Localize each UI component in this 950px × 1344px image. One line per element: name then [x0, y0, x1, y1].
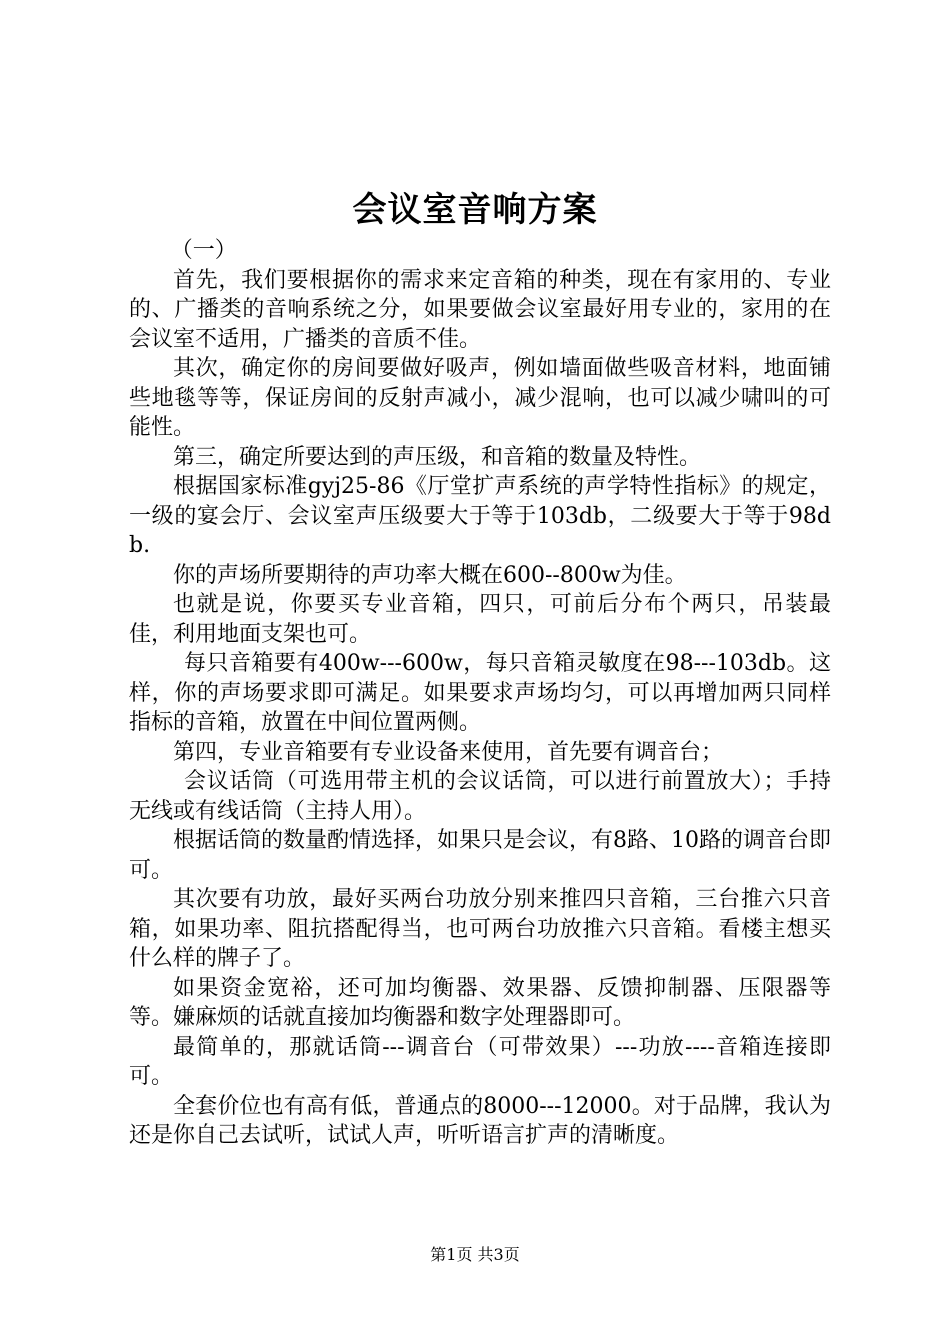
paragraph: 其次，确定你的房间要做好吸声，例如墙面做些吸音材料，地面铺些地毯等等，保证房间的反射声减小，减少混响，也可以减少啸叫的可能性。: [129, 356, 831, 440]
paragraph: 如果资金宽裕，还可加均衡器、效果器、反馈抑制器、压限器等等。嫌麻烦的话就直接加均衡器和数字处理器即可。: [129, 975, 831, 1030]
paragraph: 最简单的，那就话筒---调音台（可带效果）---功放----音箱连接即可。: [129, 1034, 831, 1089]
paragraph: 其次要有功放，最好买两台功放分别来推四只音箱，三台推六只音箱，如果功率、阻抗搭配得当，也可两台功放推六只音箱。看楼主想买什么样的牌子了。: [129, 887, 831, 971]
paragraph: 你的声场所要期待的声功率大概在600--800w为佳。: [173, 562, 687, 588]
paragraph: 根据话筒的数量酌情选择，如果只是会议，有8路、10路的调音台即可。: [129, 828, 831, 883]
paragraph: 第四，专业音箱要有专业设备来使用，首先要有调音台；: [173, 739, 724, 765]
document-title: 会议室音响方案: [352, 190, 598, 230]
paragraph: 全套价位也有高有低，普通点的8000---12000。对于品牌，我认为还是你自己去试听，试试人声，听听语言扩声的清晰度。: [129, 1093, 831, 1148]
page-footer: 第1页 共3页: [430, 1245, 520, 1264]
paragraph: 根据国家标准gyj25-86《厅堂扩声系统的声学特性指标》的规定，一级的宴会厅、会议室声压级要大于等于103db，二级要大于等于98db.: [129, 474, 831, 558]
paragraph: 第三，确定所要达到的声压级，和音箱的数量及特性。: [173, 444, 702, 470]
paragraph: 首先，我们要根据你的需求来定音箱的种类，现在有家用的、专业的、广播类的音响系统之分，如果要做会议室最好用专业的，家用的在会议室不适用，广播类的音质不佳。: [129, 267, 831, 352]
paragraph: 会议话筒（可选用带主机的会议话筒，可以进行前置放大）；手持无线或有线话筒（主持人用）。: [129, 769, 831, 824]
paragraph: 也就是说，你要买专业音箱，四只，可前后分布个两只，吊装最佳，利用地面支架也可。: [129, 592, 831, 647]
paragraph: （一）: [170, 238, 237, 263]
document-body: [129, 236, 831, 1151]
paragraph: 每只音箱要有400w---600w，每只音箱灵敏度在98---103db。这样，你的声场要求即可满足。如果要求声场均匀，可以再增加两只同样指标的音箱，放置在中间位置两侧。: [129, 651, 831, 735]
